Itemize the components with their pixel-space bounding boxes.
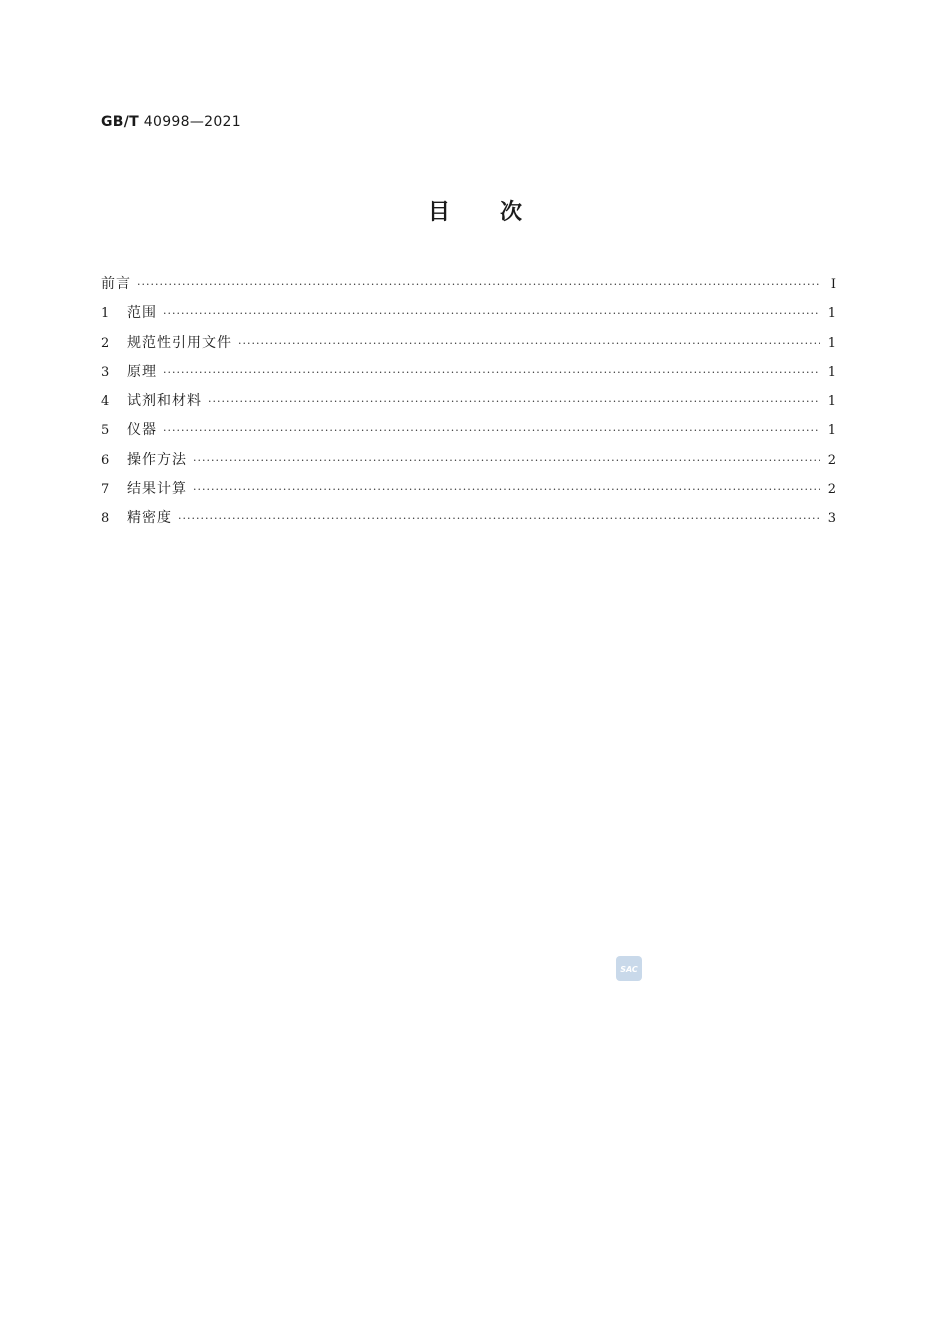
toc-entry-precision[interactable] <box>101 508 836 537</box>
toc-leader-dots <box>178 509 820 529</box>
toc-entry-page: 1 <box>827 335 836 351</box>
toc-leader-dots <box>208 392 820 412</box>
toc-entry-number: 2 <box>101 335 110 351</box>
toc-leader-dots <box>137 275 820 295</box>
toc-entry-number: 6 <box>101 452 110 468</box>
toc-entry-number: 8 <box>101 511 110 527</box>
toc-entry-label: 仪器 <box>127 422 157 439</box>
toc-entry-page: Ⅰ <box>830 277 836 292</box>
toc-leader-dots <box>163 304 820 324</box>
toc-entry-label: 精密度 <box>127 510 172 527</box>
toc-entry-label: 范围 <box>127 305 157 322</box>
sac-logo-icon <box>616 956 642 981</box>
toc-entry-reagents[interactable] <box>101 391 836 420</box>
toc-entry-number: 1 <box>101 306 110 322</box>
toc-entry-principle[interactable] <box>101 362 836 391</box>
toc-entry-label: 前言 <box>101 276 131 292</box>
toc-entry-number: 5 <box>101 423 110 439</box>
toc-entry-number: 3 <box>101 364 110 380</box>
toc-title: 目次 <box>427 200 572 225</box>
toc-entry-page: 3 <box>827 511 836 527</box>
toc-entry-apparatus[interactable] <box>101 420 836 449</box>
toc-entry-label: 试剂和材料 <box>127 393 202 410</box>
toc-leader-dots <box>193 480 820 500</box>
toc-entry-page: 1 <box>827 306 836 322</box>
toc-entry-calculation[interactable] <box>101 479 836 508</box>
toc-entry-page: 1 <box>827 394 836 410</box>
standard-code <box>101 114 241 130</box>
standard-number: 40998—2021 <box>143 114 241 130</box>
toc-entry-page: 1 <box>827 364 836 380</box>
toc-leader-dots <box>238 334 820 354</box>
toc-entry-label: 结果计算 <box>127 481 187 498</box>
toc-entry-procedure[interactable] <box>101 450 836 479</box>
standard-prefix: GB/T <box>101 114 140 130</box>
toc-entry-label: 操作方法 <box>127 451 187 468</box>
toc-entry-page: 1 <box>827 423 836 439</box>
toc-entry-foreword[interactable] <box>101 274 836 303</box>
toc-entry-label: 规范性引用文件 <box>127 334 232 351</box>
toc-leader-dots <box>163 421 820 441</box>
toc-leader-dots <box>193 451 820 471</box>
toc-entry-number: 4 <box>101 394 110 410</box>
toc-entry-number: 7 <box>101 482 110 498</box>
toc-leader-dots <box>163 363 820 383</box>
toc-entry-page: 2 <box>827 482 836 498</box>
toc-entry-scope[interactable] <box>101 303 836 332</box>
toc-entry-page: 2 <box>827 452 836 468</box>
table-of-contents <box>101 274 836 538</box>
toc-entry-label: 原理 <box>127 363 157 380</box>
watermark-text: SAC <box>620 965 638 974</box>
toc-entry-normative-references[interactable] <box>101 333 836 362</box>
